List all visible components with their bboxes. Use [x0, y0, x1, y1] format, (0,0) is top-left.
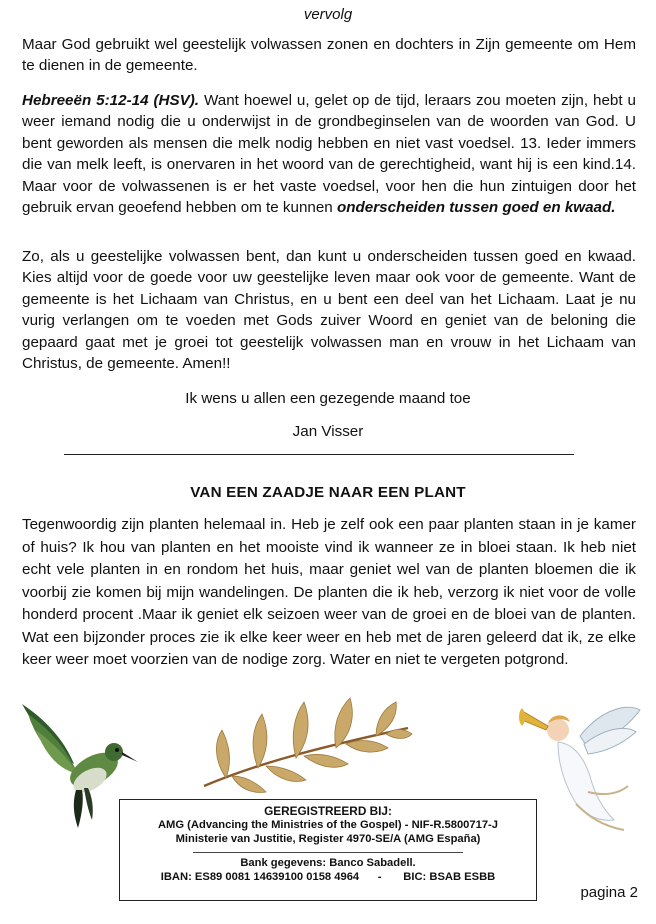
iban-bic: IBAN: ES89 0081 14639100 0158 4964 - BIC: BSAB ESBB — [160, 870, 496, 883]
bank-details: Bank gegevens: Banco Sabadell. — [240, 856, 416, 869]
registration-line-amg: AMG (Advancing the Ministries of the Gospel) - NIF-R.5800717-J — [157, 819, 499, 832]
author-signature: Jan Visser — [292, 423, 364, 440]
section-divider — [64, 454, 574, 455]
paragraph-application: Zo, als u geestelijke volwassen bent, dan kunt u onderscheiden tussen goed en kwaad. Kies altijd voor de goede voor uw geestelijke leven maar ook voor de gemeente. Want de gemeente is het Lichaam van Christus, en u bent een deel van het Lichaam. Laat je nu vurig verlangen om te voeden met Gods zuiver Woord en geniet van de beloning die gepaard gaat met je groei tot geestelijk volwassen man en vrouw in het Lichaam van Christus, de gemeente. Amen!! — [22, 248, 636, 373]
paragraph-scripture — [22, 90, 636, 218]
registration-line-ministry: Ministerie van Justitie, Register 4970-SE/A (AMG España) — [175, 833, 481, 846]
closing-wish: Ik wens u allen een gezegende maand toe — [185, 390, 471, 407]
scripture-reference: Hebreeën 5:12-14 (HSV). — [22, 92, 200, 109]
registration-box — [119, 799, 537, 901]
article-body: Tegenwoordig zijn planten helemaal in. Heb je zelf ook een paar planten staan in je kamer of huis? Ik hou van planten en het mooiste vind ik wanneer ze in bloei staan. Ik heb niet echt vele planten in en rondom het huis, maar geniet wel van de planten bloemen die ik voorbij zie komen bij mijn wandelingen. De planten die ik heb, verzorg ik niet voor de volle honderd procent .Maar ik geniet elk seizoen weer van de groei en de bloei van de planten. Wat een bijzonder proces zie ik elke keer weer en heb met de jaren geleerd dat ik, ze elke keer weer moet voorzien van de nodige zorg. Water en niet te vergeten potgrond. — [22, 516, 636, 668]
continued-label: vervolg — [303, 6, 353, 23]
registration-divider — [193, 852, 463, 853]
registration-title: GEREGISTREERD BIJ: — [264, 804, 392, 818]
paragraph-intro: Maar God gebruikt wel geestelijk volwassen zonen en dochters in Zijn gemeente om Hem te dienen in de gemeente. — [22, 36, 636, 75]
scripture-text: Want hoewel u, gelet op de tijd, leraars zou moeten zijn, hebt u weer iemand nodig die u onderwijst in de grondbeginselen van de woorden van God. U bent geworden als mensen die melk nodig hebben en niet vast voedsel. 13. Ieder immers die van melk leeft, is onervaren in het woord van de gerechtigheid, want hij is een kind.14. Maar voor de volwassenen is er het vaste voedsel, voor hen die hun zintuigen door het gebruik ervan geoefend hebben om te kunnen — [22, 92, 636, 217]
scripture-emphasis: onderscheiden tussen goed en kwaad. — [336, 199, 616, 217]
page-number: pagina 2 — [580, 884, 638, 901]
article-title: VAN EEN ZAADJE NAAR EEN PLANT — [190, 484, 466, 501]
leaf-branch-icon — [196, 694, 416, 794]
